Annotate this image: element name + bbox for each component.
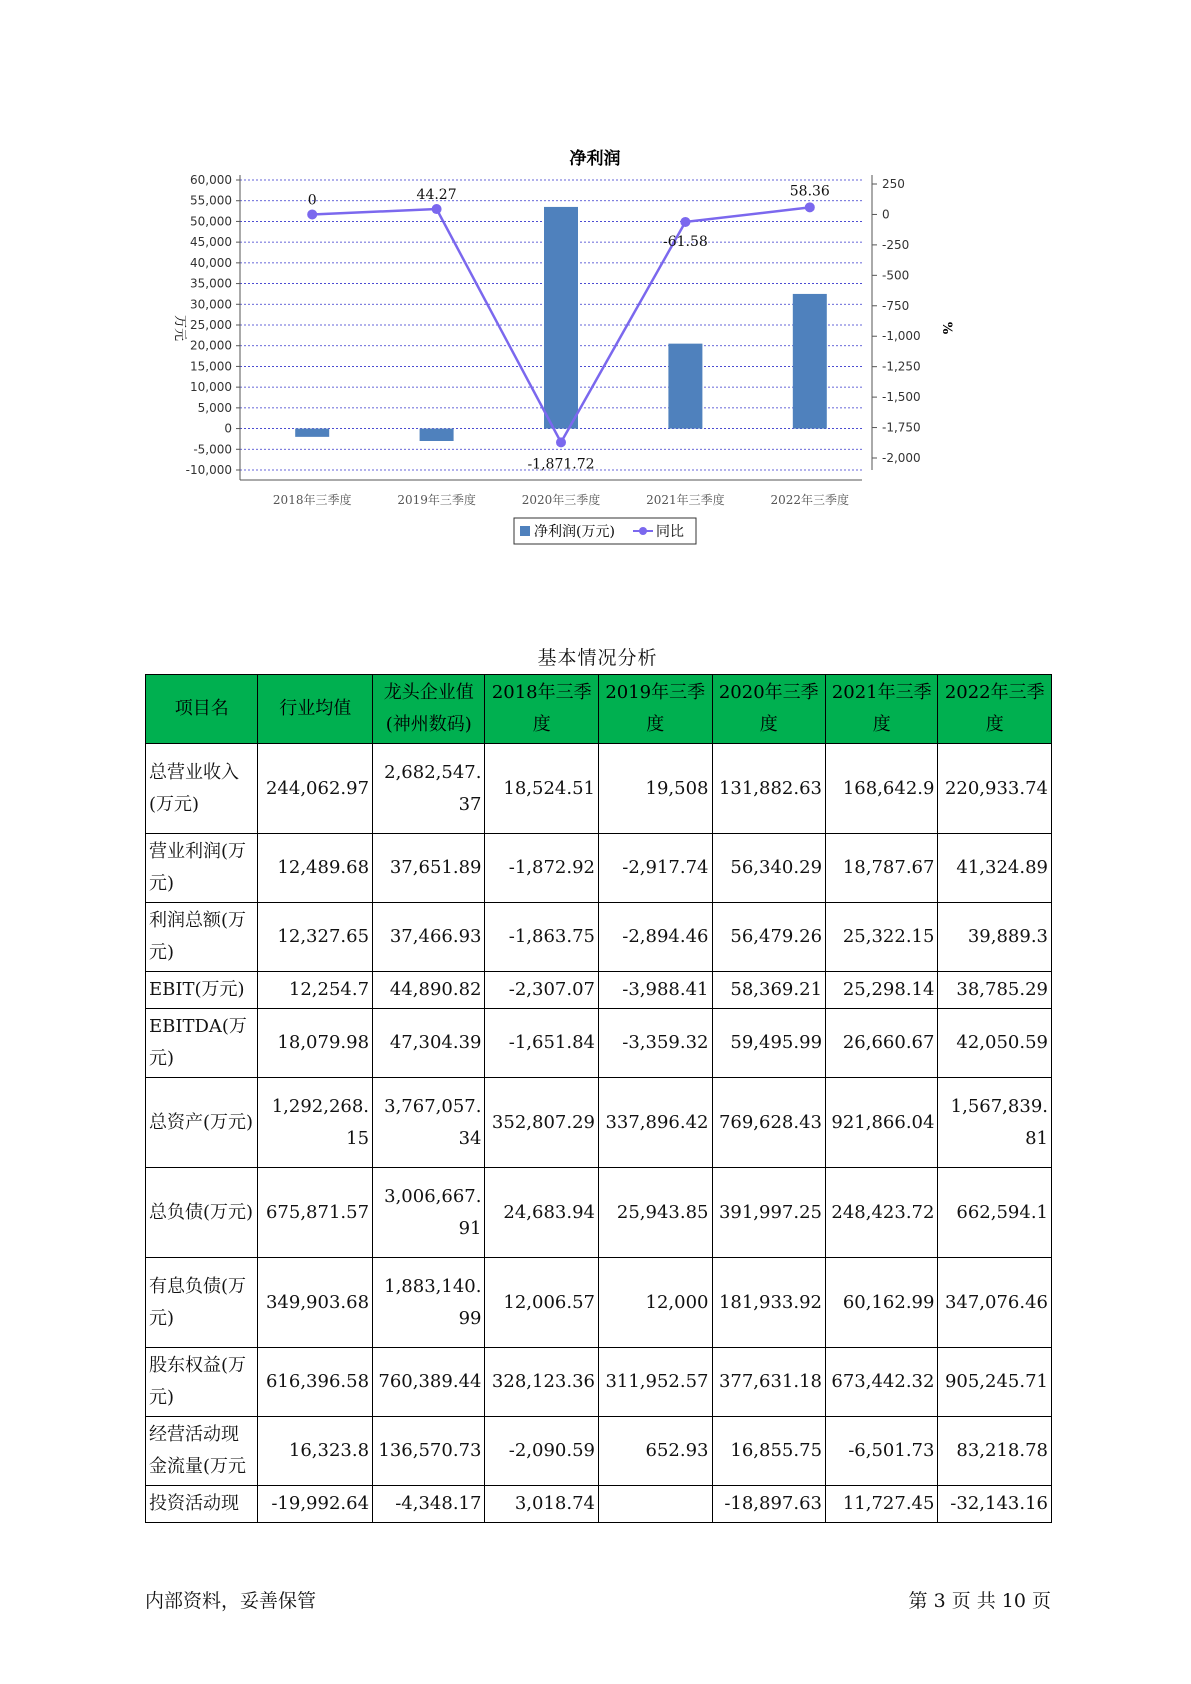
value-cell: 181,933.92 [712, 1258, 826, 1348]
footer-page-number: 第 3 页 共 10 页 [908, 1590, 1051, 1612]
header-2019q3: 2019年三季度 [598, 675, 712, 744]
x-tick-label: 2019年三季度 [397, 493, 476, 507]
value-cell: 47,304.39 [373, 1009, 485, 1078]
left-tick-label: 0 [224, 421, 232, 436]
row-label-cell: 利润总额(万元) [146, 903, 258, 972]
right-tick-label: -750 [882, 298, 910, 313]
value-cell: -32,143.16 [938, 1486, 1052, 1523]
header-2018q3: 2018年三季度 [485, 675, 599, 744]
yoy-point [432, 204, 442, 214]
value-cell: -19,992.64 [258, 1486, 373, 1523]
value-cell: 311,952.57 [598, 1348, 712, 1417]
value-cell: 37,466.93 [373, 903, 485, 972]
yoy-data-label: 0 [307, 192, 317, 209]
value-cell: 16,323.8 [258, 1417, 373, 1486]
row-label-cell: 股东权益(万元) [146, 1348, 258, 1417]
value-cell: 11,727.45 [826, 1486, 938, 1523]
table-row [146, 1486, 1052, 1523]
value-cell: 58,369.21 [712, 972, 826, 1009]
legend-line-label: 同比 [656, 524, 684, 540]
table-row [146, 972, 1052, 1009]
x-axis-labels [273, 492, 849, 507]
table-row [146, 1417, 1052, 1486]
header-industry-avg: 行业均值 [258, 675, 373, 744]
y-axis-label-right: % [939, 321, 954, 335]
value-cell: 83,218.78 [938, 1417, 1052, 1486]
left-tick-label: 50,000 [190, 214, 232, 229]
yoy-point [307, 209, 317, 219]
value-cell: 25,322.15 [826, 903, 938, 972]
left-tick-label: 5,000 [197, 400, 232, 415]
table-row [146, 1258, 1052, 1348]
value-cell: 391,997.25 [712, 1168, 826, 1258]
value-cell: 37,651.89 [373, 834, 485, 903]
value-cell: 337,896.42 [598, 1078, 712, 1168]
right-tick-label: -250 [882, 237, 910, 252]
value-cell: 12,327.65 [258, 903, 373, 972]
value-cell: 328,123.36 [485, 1348, 599, 1417]
value-cell: 18,787.67 [826, 834, 938, 903]
left-tick-label: 25,000 [190, 318, 232, 332]
value-cell: -18,897.63 [712, 1486, 826, 1523]
value-cell: 921,866.04 [826, 1078, 938, 1168]
table-row [146, 1168, 1052, 1258]
row-label-cell: 经营活动现金流量(万元 [146, 1417, 258, 1486]
value-cell: 42,050.59 [938, 1009, 1052, 1078]
value-cell: 905,245.71 [938, 1348, 1052, 1417]
value-cell: -3,359.32 [598, 1009, 712, 1078]
value-cell: 675,871.57 [258, 1168, 373, 1258]
value-cell: -2,894.46 [598, 903, 712, 972]
left-tick-label: 40,000 [190, 255, 232, 270]
bar [295, 429, 329, 437]
value-cell: 168,642.9 [826, 744, 938, 834]
legend-bar-swatch [520, 526, 530, 536]
left-tick-label: 35,000 [190, 276, 232, 291]
header-2021q3: 2021年三季度 [826, 675, 938, 744]
row-label-cell: 总资产(万元) [146, 1078, 258, 1168]
value-cell: -1,863.75 [485, 903, 599, 972]
right-tick-label: -1,250 [882, 359, 921, 374]
table-row [146, 1348, 1052, 1417]
value-cell: 662,594.1 [938, 1168, 1052, 1258]
value-cell: 24,683.94 [485, 1168, 599, 1258]
left-tick-label: 45,000 [190, 235, 232, 250]
value-cell: 25,943.85 [598, 1168, 712, 1258]
value-cell: 19,508 [598, 744, 712, 834]
value-cell: 12,006.57 [485, 1258, 599, 1348]
row-label-cell: 总营业收入(万元) [146, 744, 258, 834]
header-item-name: 项目名 [146, 675, 258, 744]
footer-confidential-note: 内部资料，妥善保管 [145, 1590, 317, 1612]
table-header-row [146, 675, 1052, 744]
right-axis-ticks [872, 175, 921, 470]
right-tick-label: -1,750 [882, 420, 921, 435]
yoy-data-label: -1,871.72 [527, 456, 595, 473]
value-cell: 26,660.67 [826, 1009, 938, 1078]
row-label-cell: 总负债(万元) [146, 1168, 258, 1258]
row-label-cell: 营业利润(万元) [146, 834, 258, 903]
value-cell: 18,079.98 [258, 1009, 373, 1078]
value-cell: 60,162.99 [826, 1258, 938, 1348]
row-label-cell: 有息负债(万元) [146, 1258, 258, 1348]
value-cell: 56,340.29 [712, 834, 826, 903]
value-cell: 25,298.14 [826, 972, 938, 1009]
value-cell [598, 1486, 712, 1523]
value-cell: -2,917.74 [598, 834, 712, 903]
value-cell: 349,903.68 [258, 1258, 373, 1348]
right-tick-label: 250 [882, 177, 905, 191]
bar [668, 344, 702, 429]
yoy-point [556, 437, 566, 447]
header-leader-value: 龙头企业值(神州数码) [373, 675, 485, 744]
yoy-data-label: 44.27 [416, 187, 457, 204]
value-cell: 12,254.7 [258, 972, 373, 1009]
chart-title: 净利润 [569, 149, 621, 169]
value-cell: 39,889.3 [938, 903, 1052, 972]
value-cell: 760,389.44 [373, 1348, 485, 1417]
value-cell: 3,006,667.91 [373, 1168, 485, 1258]
table-row [146, 903, 1052, 972]
value-cell: 347,076.46 [938, 1258, 1052, 1348]
value-cell: 41,324.89 [938, 834, 1052, 903]
value-cell: 18,524.51 [485, 744, 599, 834]
left-tick-label: 60,000 [190, 173, 232, 187]
header-2022q3: 2022年三季度 [938, 675, 1052, 744]
value-cell: 136,570.73 [373, 1417, 485, 1486]
row-label-cell: EBITDA(万元) [146, 1009, 258, 1078]
value-cell: 673,442.32 [826, 1348, 938, 1417]
legend-bar-label: 净利润(万元) [534, 524, 615, 540]
header-2020q3: 2020年三季度 [712, 675, 826, 744]
value-cell: -6,501.73 [826, 1417, 938, 1486]
value-cell: 2,682,547.37 [373, 744, 485, 834]
value-cell: 16,855.75 [712, 1417, 826, 1486]
x-tick-label: 2021年三季度 [646, 493, 725, 507]
bar [544, 207, 578, 429]
value-cell: 1,567,839.81 [938, 1078, 1052, 1168]
value-cell: 56,479.26 [712, 903, 826, 972]
bar-series [295, 207, 827, 441]
value-cell: -1,872.92 [485, 834, 599, 903]
value-cell: 244,062.97 [258, 744, 373, 834]
value-cell: -2,090.59 [485, 1417, 599, 1486]
x-tick-label: 2022年三季度 [770, 493, 850, 507]
value-cell: 248,423.72 [826, 1168, 938, 1258]
y-axis-label-left: 万元 [172, 314, 187, 342]
right-tick-label: -2,000 [882, 451, 921, 465]
value-cell: 377,631.18 [712, 1348, 826, 1417]
bar [420, 429, 454, 441]
table-row [146, 834, 1052, 903]
bar [793, 294, 827, 429]
row-label-cell: EBIT(万元) [146, 972, 258, 1009]
value-cell: 12,000 [598, 1258, 712, 1348]
table-row [146, 1078, 1052, 1168]
row-label-cell: 投资活动现 [146, 1486, 258, 1523]
x-tick-label: 2020年三季度 [521, 493, 601, 507]
value-cell: 616,396.58 [258, 1348, 373, 1417]
table-row [146, 1009, 1052, 1078]
right-tick-label: -1,000 [882, 329, 921, 344]
left-axis-ticks [186, 173, 862, 480]
left-tick-label: 10,000 [190, 380, 232, 395]
value-cell: 44,890.82 [373, 972, 485, 1009]
basic-analysis-table [145, 674, 1052, 1523]
table-row [146, 744, 1052, 834]
value-cell: -2,307.07 [485, 972, 599, 1009]
x-tick-label: 2018年三季度 [272, 493, 352, 507]
value-cell: 59,495.99 [712, 1009, 826, 1078]
right-tick-label: -500 [882, 268, 910, 283]
value-cell: -1,651.84 [485, 1009, 599, 1078]
value-cell: 3,767,057.34 [373, 1078, 485, 1168]
right-tick-label: -1,500 [882, 390, 921, 405]
value-cell: 1,883,140.99 [373, 1258, 485, 1348]
right-tick-label: 0 [882, 207, 890, 222]
left-tick-label: 30,000 [190, 297, 232, 312]
value-cell: 12,489.68 [258, 834, 373, 903]
yoy-data-label: -61.58 [662, 233, 708, 250]
table-title: 基本情况分析 [537, 647, 658, 669]
left-tick-label: -10,000 [185, 463, 232, 477]
yoy-point [680, 217, 690, 227]
left-tick-label: 55,000 [190, 193, 232, 208]
value-cell: 652.93 [598, 1417, 712, 1486]
left-tick-label: -5,000 [193, 442, 232, 457]
value-cell: 3,018.74 [485, 1486, 599, 1523]
value-cell: -4,348.17 [373, 1486, 485, 1523]
yoy-point [805, 202, 815, 212]
left-tick-label: 20,000 [190, 338, 232, 353]
value-cell: 38,785.29 [938, 972, 1052, 1009]
chart-legend [514, 518, 696, 544]
value-cell: -3,988.41 [598, 972, 712, 1009]
left-tick-label: 15,000 [190, 359, 232, 374]
net-profit-chart [170, 140, 1050, 600]
yoy-data-label: 58.36 [789, 183, 830, 200]
value-cell: 1,292,268.15 [258, 1078, 373, 1168]
value-cell: 220,933.74 [938, 744, 1052, 834]
value-cell: 769,628.43 [712, 1078, 826, 1168]
value-cell: 352,807.29 [485, 1078, 599, 1168]
legend-line-marker [639, 527, 647, 535]
value-cell: 131,882.63 [712, 744, 826, 834]
